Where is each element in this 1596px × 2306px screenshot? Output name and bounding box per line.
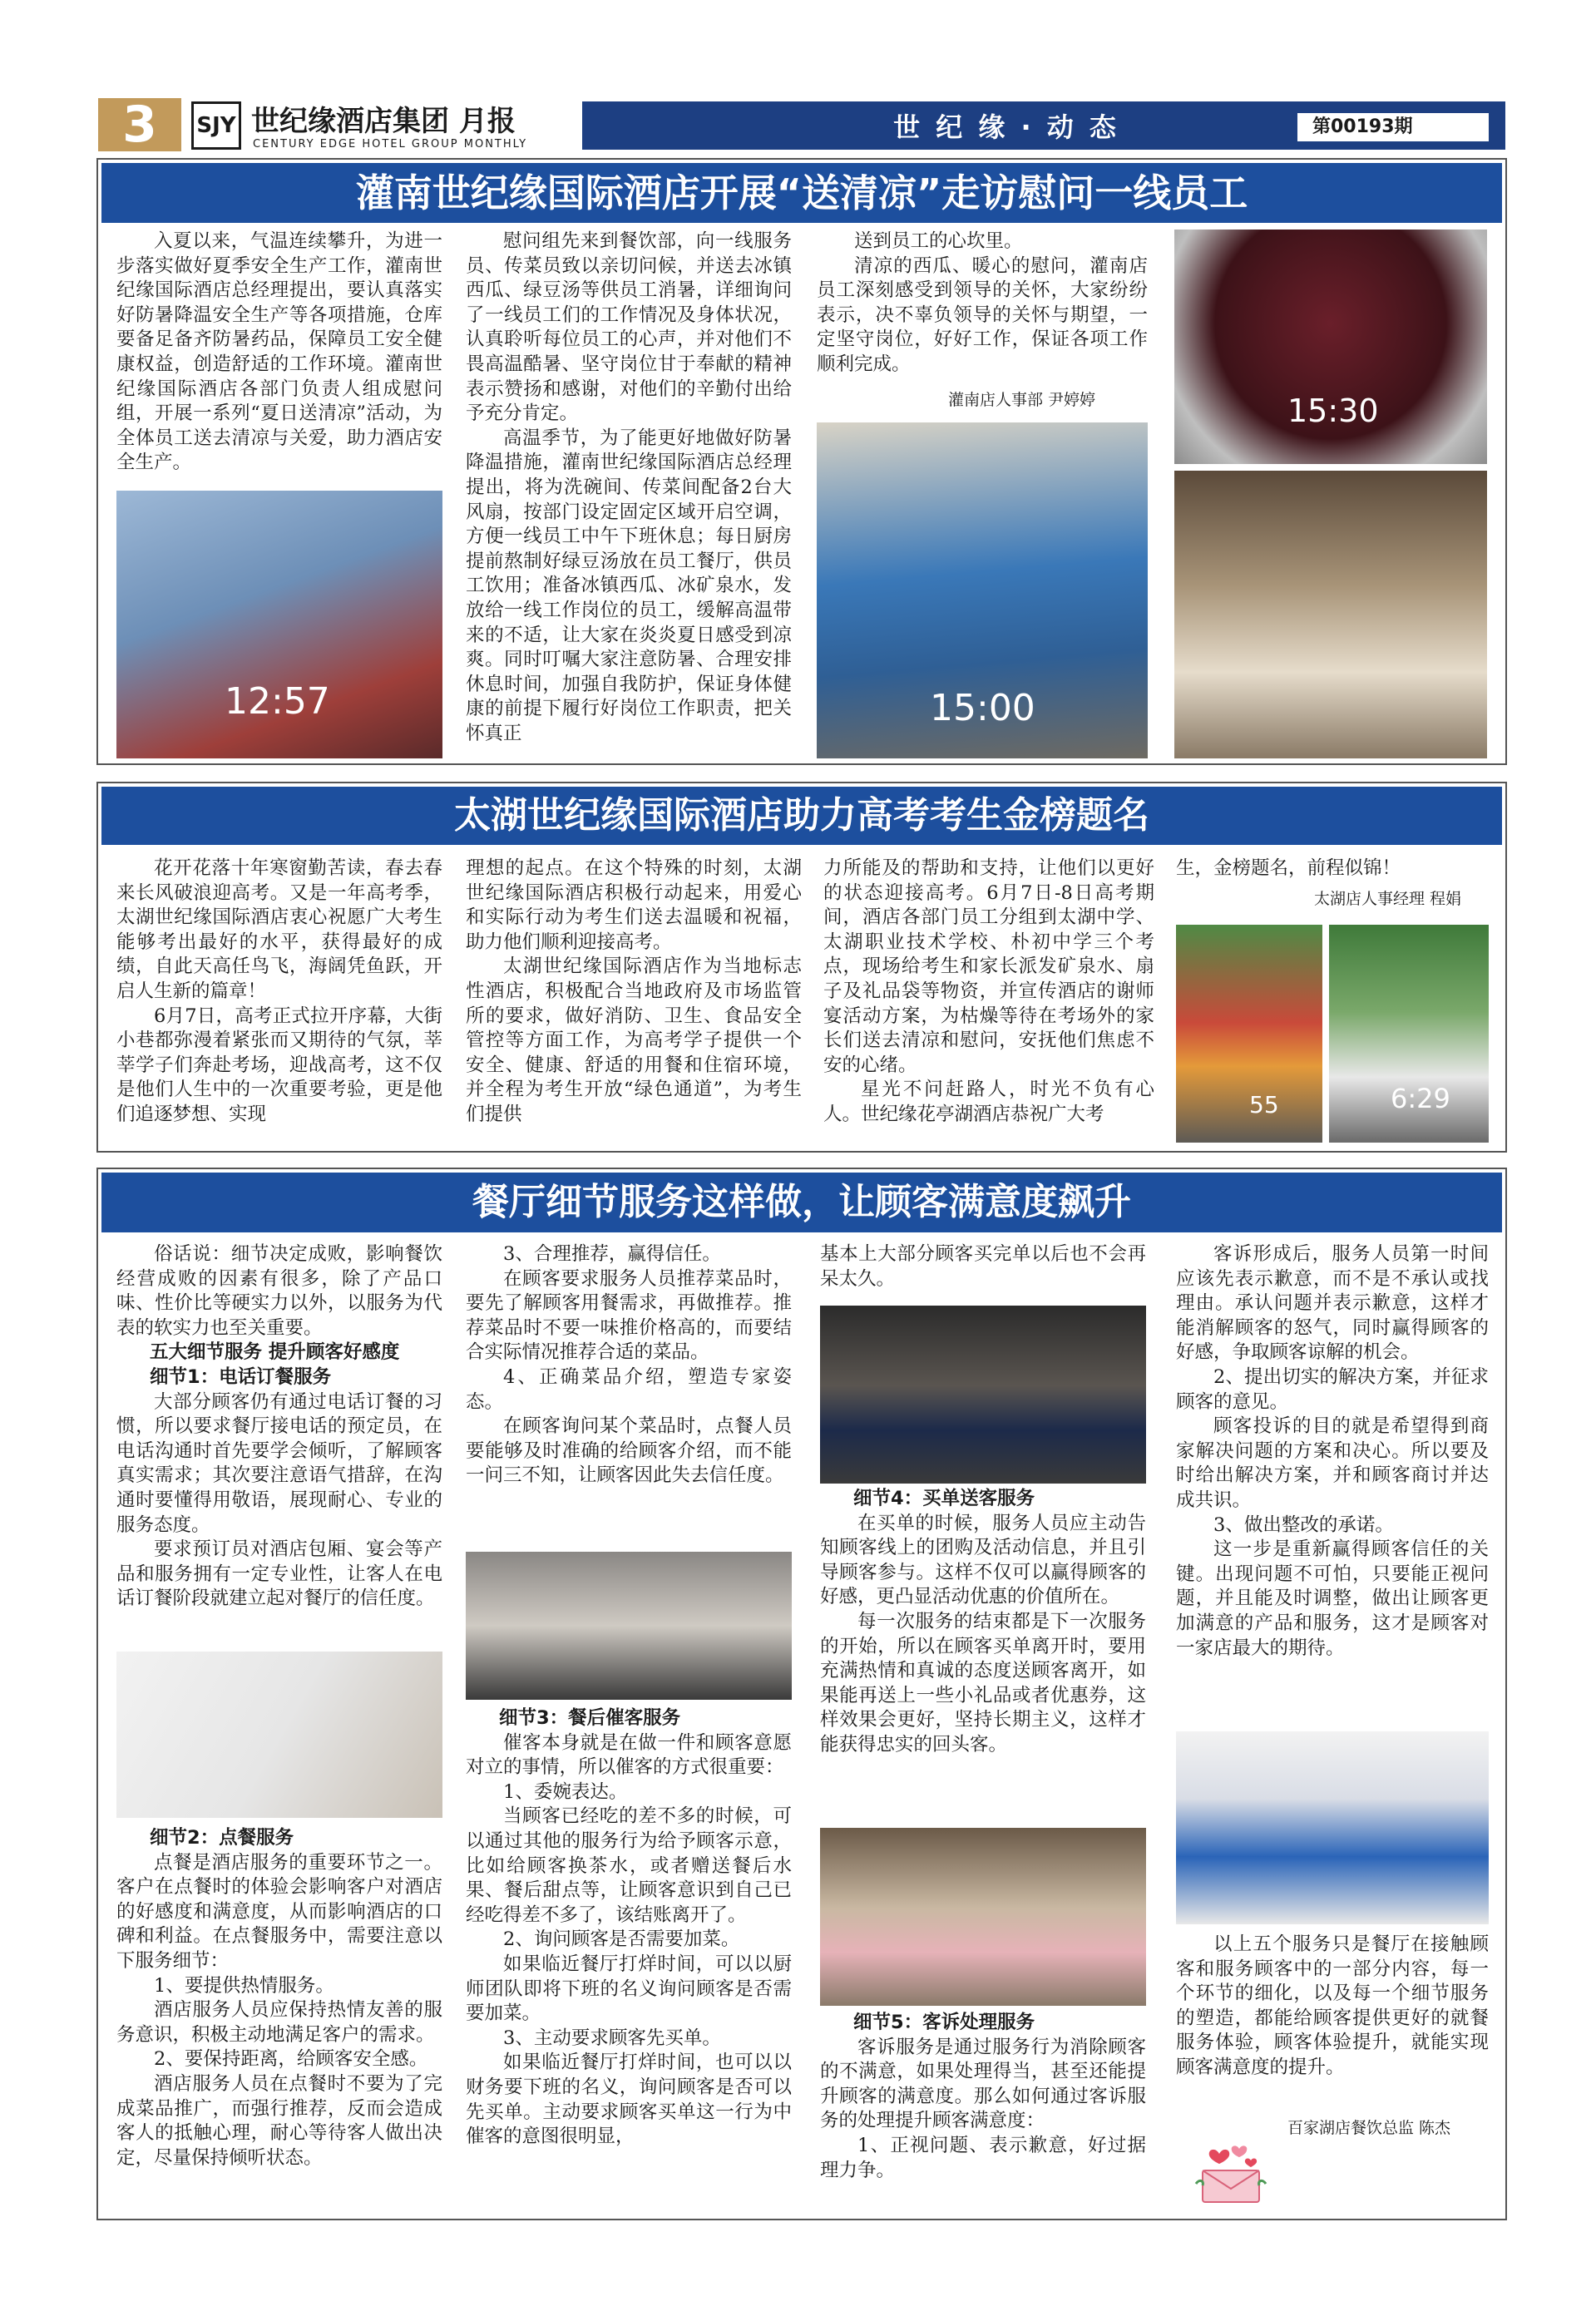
photo-staff-group <box>817 422 1148 758</box>
article-3-col-3-mid <box>820 1487 1146 1828</box>
subheading: 细节4：买单送客服务 <box>853 1488 1035 1509</box>
paragraph: 这一步是重新赢得顾客信任的关键。出现问题不可怕，只要能正视问题，并且能及时调整，做出让顾客更加满意的产品和服务，这才是顾客对一家店最大的期待。 <box>1176 1538 1489 1659</box>
paragraph: 要求预订员对酒店包厢、宴会等产品和服务拥有一定专业性，让客人在电话订餐阶段就建立起对餐厅的信任度。 <box>116 1538 442 1610</box>
photo-staff-watermelon <box>116 491 442 758</box>
paragraph: 4、正确菜品介绍，塑造专家姿态。 <box>466 1365 792 1413</box>
paragraph: 催客本身就是在做一件和顾客意愿对立的事情，所以催客的方式很重要： <box>466 1731 792 1779</box>
subheading: 细节5：客诉处理服务 <box>853 2012 1035 2033</box>
article-2-headline: 太湖世纪缘国际酒店助力高考考生金榜题名 <box>101 787 1502 845</box>
paragraph: 3、主动要求顾客先买单。 <box>503 2027 721 2049</box>
photo-complaint-handling <box>820 1828 1146 2006</box>
subheading: 细节2：点餐服务 <box>150 1827 294 1849</box>
paragraph: 如果临近餐厅打烊时间，也可以以财务要下班的名义，询问顾客是否可以先买单。主动要求顾客买单这一行为中催客的意图很明显， <box>466 2052 792 2148</box>
article-2-col-2 <box>466 857 802 1148</box>
paragraph: 理想的起点。在这个特殊的时刻，太湖世纪缘国际酒店积极行动起来，用爱心和实际行动为考生们送去温暖和祝福，助力他们顺利迎接高考。 <box>466 857 802 953</box>
photo-timestamp: 6:29 <box>1391 1083 1450 1114</box>
subheading: 细节1：电话订餐服务 <box>150 1365 332 1388</box>
photo-staff-reception <box>820 1306 1146 1484</box>
paragraph: 酒店服务人员应保持热情友善的服务意识，积极主动地满足客户的需求。 <box>116 1999 442 2046</box>
photo-exam-flowers <box>1176 925 1322 1143</box>
paragraph: 2、提出切实的解决方案，并征求顾客的意见。 <box>1176 1365 1489 1413</box>
article-3-col-2-top <box>466 1242 792 1542</box>
paragraph: 基本上大部分顾客买完单以后也不会再呆太久。 <box>820 1243 1146 1290</box>
photo-timestamp: 12:57 <box>225 680 330 723</box>
publication-title-en: CENTURY EDGE HOTEL GROUP MONTHLY <box>253 138 528 151</box>
photo-hotel-lobby <box>1174 471 1487 758</box>
paragraph: 在买单的时候，服务人员应主动告知顾客线上的团购及活动信息，并且引导顾客参与。这样不仅可以赢得顾客的好感，更凸显活动优惠的价值所在。 <box>820 1512 1146 1608</box>
paragraph: 客诉形成后，服务人员第一时间应该先表示歉意，而不是不承认或找理由。承认问题并表示歉意，这样才能消解顾客的怒气，同时赢得顾客的好感，争取顾客谅解的机会。 <box>1176 1243 1489 1364</box>
article-2-author: 太湖店人事经理 程娟 <box>1314 890 1462 908</box>
photo-mung-bean-soup <box>1174 230 1487 464</box>
article-1-col-1 <box>116 230 442 479</box>
paragraph: 如果临近餐厅打烊时间，可以以厨师团队即将下班的名义询问顾客是否需要加菜。 <box>466 1953 792 2025</box>
paragraph: 1、要提供热情服务。 <box>154 1974 334 1997</box>
photo-exam-parents <box>1329 925 1489 1143</box>
paragraph: 客诉服务是通过服务行为消除顾客的不满意，如果处理得当，甚至还能提升顾客的满意度。那么如何通过客诉服务的处理提升顾客满意度： <box>820 2036 1146 2132</box>
article-3-col-3-bottom <box>820 2011 1146 2215</box>
page-number: 3 <box>98 98 181 151</box>
paragraph: 以上五个服务只是餐厅在接触顾客和服务顾客中的一部分内容，每一个环节的细化，以及每一个细节服务的塑造，都能给顾客提供更好的就餐服务体验，顾客体验提升，就能实现顾客满意度的提升。 <box>1176 1933 1489 2078</box>
article-1-author: 灌南店人事部 尹婷婷 <box>948 391 1096 409</box>
publication-title <box>251 98 516 139</box>
paragraph: 太湖世纪缘国际酒店作为当地标志性酒店，积极配合当地政府及市场监管所的要求，做好消防、卫生、食品安全管控等方面工作，为高考学子提供一个安全、健康、舒适的用餐和住宿环境，并全程为考生开放“绿色通道”，为考生们提供 <box>466 955 802 1125</box>
paragraph: 慰问组先来到餐饮部，向一线服务员、传菜员致以亲切问候，并送去冰镇西瓜、绿豆汤等供员工消暑，详细询问了一线员工们的工作情况及身体状况，认真聆听每位员工的心声，并对他们不畏高温酷暑、坚守岗位甘于奉献的精神表示赞扬和感谢，对他们的辛勤付出给予充分肯定。 <box>466 230 792 425</box>
paragraph: 生，金榜题名，前程似锦！ <box>1176 857 1401 879</box>
photo-headset-receptionist <box>116 1652 442 1818</box>
paragraph: 星光不问赶路人，时光不负有心人。世纪缘花亭湖酒店恭祝广大考 <box>823 1079 1154 1125</box>
paragraph: 当顾客已经吃的差不多的时候，可以通过其他的服务行为给予顾客示意，比如给顾客换茶水，或者赠送餐后水果、餐后甜点等，让顾客意识到自己已经吃得差不多了，该结账离开了。 <box>466 1805 792 1926</box>
logo-mark: SJY <box>191 101 241 150</box>
title-suffix: 月报 <box>458 105 516 138</box>
article-3-col-4-bottom <box>1176 1933 1489 2126</box>
paragraph: 大部分顾客仍有通过电话订餐的习惯，所以要求餐厅接电话的预定员，在电话沟通时首先要学会倾听，了解顾客真实需求；其次要注意语气措辞，在沟通时要懂得用敬语，展现耐心、专业的服务态度。 <box>116 1390 442 1536</box>
paragraph: 花开花落十年寒窗勤苦读，春去春来长风破浪迎高考。又是一年高考季，太湖世纪缘国际酒店衷心祝愿广大考生能够考出最好的水平，获得最好的成绩，自此天高任鸟飞，海阔凭鱼跃，开启人生新的篇章！ <box>116 857 442 1002</box>
paragraph: 2、询问顾客是否需要加菜。 <box>503 1928 740 1951</box>
paragraph: 1、委婉表达。 <box>503 1780 628 1803</box>
photo-timestamp: 55 <box>1249 1091 1279 1118</box>
issue-number: 第00193期 <box>1297 113 1489 141</box>
paragraph: 俗话说：细节决定成败，影响餐饮经营成败的因素有很多，除了产品口味、性价比等硬实力以外，以服务为代表的软实力也至关重要。 <box>116 1243 442 1339</box>
subheading: 细节3：餐后催客服务 <box>499 1707 681 1729</box>
article-1-col-3 <box>817 230 1148 396</box>
paragraph: 在顾客要求服务人员推荐菜品时，要先了解顾客用餐需求，再做推荐。推荐菜品时不要一味推价格高的，而要结合实际情况推荐合适的菜品。 <box>466 1267 792 1364</box>
article-3-headline: 餐厅细节服务这样做，让顾客满意度飙升 <box>101 1173 1502 1232</box>
article-1-col-2 <box>466 230 792 758</box>
paragraph: 在顾客询问某个菜品时，点餐人员要能够及时准确的给顾客介绍，而不能一问三不知，让顾客因此失去信任度。 <box>466 1415 792 1487</box>
article-3-col-3-top <box>820 1242 1146 1297</box>
article-1-headline: 灌南世纪缘国际酒店开展“送清凉”走访慰问一线员工 <box>101 163 1502 223</box>
paragraph: 力所能及的帮助和支持，让他们以更好的状态迎接高考。6月7日-8日高考期间，酒店各部门员工分组到太湖中学、太湖职业技术学校、朴初中学三个考点，现场给考生和家长派发矿泉水、扇子及礼品袋等物资，并宣传酒店的谢师宴活动方案，为枯燥等待在考场外的家长们送去清凉和慰问，安抚他们焦虑不安的心绪。 <box>823 857 1154 1076</box>
section-title: 世 纪 缘 · 动 态 <box>893 111 1119 143</box>
paragraph: 每一次服务的结束都是下一次服务的开始，所以在顾客买单离开时，要用充满热情和真诚的态度送顾客离开，如果能再送上一些小礼品或者优惠券，这样效果会更好，坚持长期主义，这样才能获得忠实的回头客。 <box>820 1610 1146 1755</box>
paragraph: 高温季节，为了能更好地做好防暑降温措施，灌南世纪缘国际酒店总经理提出，将为洗碗间、传菜间配备2台大风扇，按部门设定固定区域开启空调，方便一线员工中午下班休息；每日厨房提前熬制好绿豆汤放在员工餐厅，供员工饮用；准备冰镇西瓜、冰矿泉水，发放给一线工作岗位的员工，缓解高温带来的不适，让大家在炎炎夏日感受到凉爽。同时叮嘱大家注意防暑、合理安排休息时间，加强自我防护，保证身体健康的前提下履行好岗位工作职责，把关怀真正 <box>466 427 792 744</box>
article-3-col-1-top <box>116 1242 442 1642</box>
envelope-hearts-icon <box>1191 2142 1271 2205</box>
article-2-col-1 <box>116 857 442 1148</box>
paragraph: 点餐是酒店服务的重要环节之一。客户在点餐时的体验会影响客户对酒店的好感度和满意度，从而影响酒店的口碑和利益。在点餐服务中，需要注意以下服务细节： <box>116 1851 442 1972</box>
paragraph: 顾客投诉的目的就是希望得到商家解决问题的方案和决心。所以要及时给出解决方案，并和顾客商讨并达成共识。 <box>1176 1415 1489 1511</box>
paragraph: 酒店服务人员在点餐时不要为了完成菜品推广，而强行推荐，反而会造成客人的抵触心理，耐心等待客人做出决定，尽量保持倾听状态。 <box>116 2072 442 2169</box>
paragraph: 1、正视问题、表示歉意，好过据理力争。 <box>820 2134 1146 2181</box>
paragraph: 3、做出整改的承诺。 <box>1213 1513 1394 1536</box>
article-3-col-1-bottom <box>116 1826 442 2214</box>
subheading: 五大细节服务 提升顾客好感度 <box>150 1341 400 1364</box>
article-3-author: 百家湖店餐饮总监 陈杰 <box>1287 2119 1451 2137</box>
paragraph: 3、合理推荐，赢得信任。 <box>503 1243 721 1265</box>
photo-dining-table <box>466 1552 792 1700</box>
article-3-col-2-bottom <box>466 1706 792 2214</box>
article-2-col-3 <box>823 857 1154 1148</box>
paragraph: 6月7日，高考正式拉开序幕，大街小巷都弥漫着紧张而又期待的气氛，莘莘学子们奔赴考场，迎战高考，这不仅是他们人生中的一次重要考验，更是他们追逐梦想、实现 <box>116 1005 442 1125</box>
paragraph: 清凉的西瓜、暖心的慰问，灌南店员工深刻感受到领导的关怀，大家纷纷表示，决不辜负领导的关怀与期望，一定坚守岗位，好好工作，保证各项工作顺利完成。 <box>817 254 1148 375</box>
paragraph: 送到员工的心坎里。 <box>854 230 1023 252</box>
paragraph: 入夏以来，气温连续攀升，为进一步落实做好夏季安全生产工作，灌南世纪缘国际酒店总经理提出，要认真落实好防暑降温安全生产等各项措施，仓库要备足备齐防暑药品，保障员工安全健康权益，创造舒适的工作环境。灌南世纪缘国际酒店各部门负责人组成慰问组，开展一系列“夏日送清凉”活动，为全体员工送去清凉与关爱，助力酒店安全生产。 <box>116 230 442 474</box>
photo-timestamp: 15:00 <box>930 687 1035 729</box>
photo-waitresses-dishes <box>1176 1731 1489 1924</box>
article-3-col-4-top <box>1176 1242 1489 1728</box>
paragraph: 2、要保持距离，给顾客安全感。 <box>154 2048 428 2071</box>
title-cn: 世纪缘酒店集团 <box>251 105 449 138</box>
photo-timestamp: 15:30 <box>1287 393 1379 429</box>
